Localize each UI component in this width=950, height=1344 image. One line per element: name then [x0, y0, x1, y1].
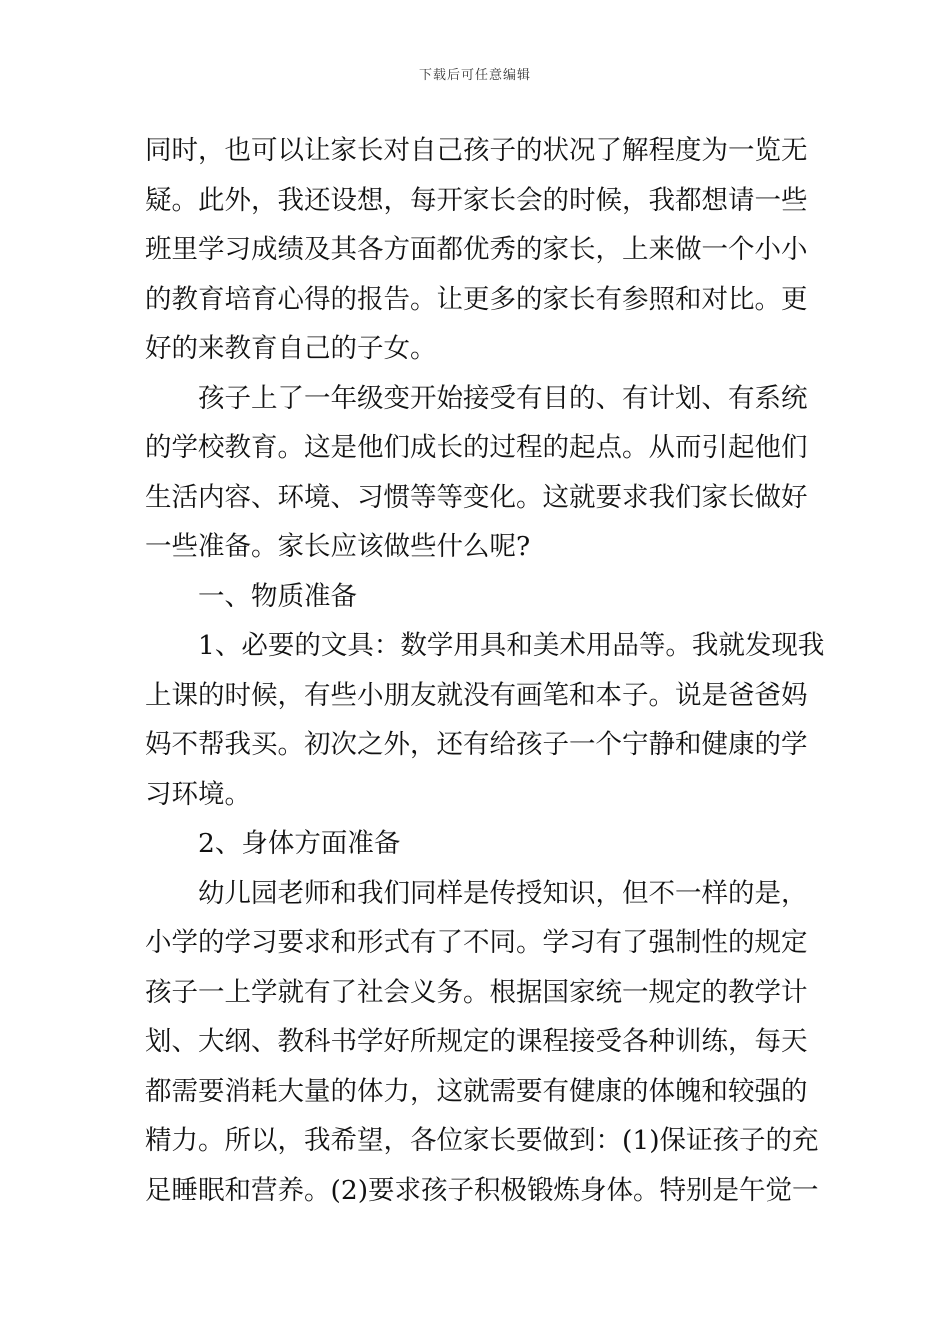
- text-line: 孩子一上学就有了社会义务。根据国家统一规定的教学计: [145, 976, 808, 1008]
- text-line: 都需要消耗大量的体力，这就需要有健康的体魄和较强的: [145, 1075, 808, 1107]
- text-line: 精力。所以，我希望，各位家长要做到：(1)保证孩子的充: [145, 1125, 819, 1156]
- text-line: 习环境。: [145, 778, 251, 810]
- section-heading: 2、身体方面准备: [198, 828, 401, 859]
- text-line: 一些准备。家长应该做些什么呢?: [145, 531, 531, 562]
- paragraph-start-line: 孩子上了一年级变开始接受有目的、有计划、有系统: [198, 382, 808, 414]
- text-line: 生活内容、环境、习惯等等变化。这就要求我们家长做好: [145, 481, 808, 513]
- text-line: 同时，也可以让家长对自己孩子的状况了解程度为一览无: [145, 135, 808, 166]
- text-line: 上课的时候，有些小朋友就没有画笔和本子。说是爸爸妈: [145, 679, 808, 711]
- paragraph-start-line: 1、必要的文具：数学用具和美术用品等。我就发现我: [198, 630, 825, 661]
- text-line: 足睡眠和营养。(2)要求孩子积极锻炼身体。特别是午觉一: [145, 1174, 819, 1206]
- page-header-note: 下载后可任意编辑: [418, 68, 531, 83]
- document-body: [145, 126, 825, 1215]
- text-line: 小学的学习要求和形式有了不同。学习有了强制性的规定: [145, 927, 808, 958]
- text-line: 妈不帮我买。初次之外，还有给孩子一个宁静和健康的学: [145, 729, 808, 760]
- text-line: 的教育培育心得的报告。让更多的家长有参照和对比。更: [145, 283, 808, 315]
- section-heading: 一、物质准备: [198, 580, 357, 612]
- text-line: 的学校教育。这是他们成长的过程的起点。从而引起他们: [145, 432, 808, 463]
- text-line: 疑。此外，我还设想，每开家长会的时候，我都想请一些: [145, 184, 808, 216]
- text-line: 好的来教育自己的子女。: [145, 333, 437, 364]
- paragraph-start-line: 幼儿园老师和我们同样是传授知识，但不一样的是，: [198, 877, 808, 909]
- text-line: 班里学习成绩及其各方面都优秀的家长，上来做一个小小: [145, 234, 808, 265]
- text-line: 划、大纲、教科书学好所规定的课程接受各种训练，每天: [145, 1026, 808, 1057]
